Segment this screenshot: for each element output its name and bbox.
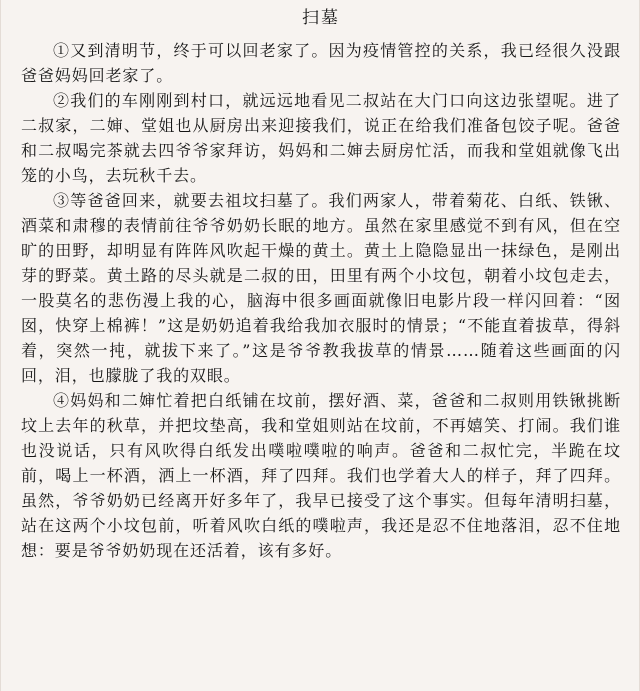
paragraph-2: ②我们的车刚刚到村口，就远远地看见二叔站在大门口向这边张望呢。进了二叔家，二婶、堂姐也从厨房出来迎接我们，说正在给我们准备包饺子呢。爸爸和二叔喝完茶就去四爷爷家拜访，妈妈和二婶去厨房忙活，而我和堂姐就像飞出笼的小鸟，去玩秋千去。 [21,91,621,185]
document-title: 扫墓 [302,8,340,28]
paragraph-4: ④妈妈和二婶忙着把白纸铺在坟前，摆好酒、菜，爸爸和二叔则用铁锹挑断坟上去年的秋草，并把坟垫高，我和堂姐则站在坟前，不再嬉笑、打闹。我们谁也没说话，只有风吹得白纸发出噗啦噗啦的响声。爸爸和二叔忙完，半跪在坟前，喝上一杯酒，洒上一杯酒，拜了四拜。我们也学着大人的样子，拜了四拜。虽然，爷爷奶奶已经离开好多年了，我早已接受了这个事实。但每年清明扫墓，站在这两个小坟包前，听着风吹白纸的噗啦声，我还是忍不住地落泪，忍不住地想：要是爷爷奶奶现在还活着，该有多好。 [21,391,621,560]
paragraph-1: ①又到清明节，终于可以回老家了。因为疫情管控的关系，我已经很久没跟爸爸妈妈回老家了。 [21,41,621,85]
document-body [21,38,621,563]
paragraph-3: ③等爸爸回来，就要去祖坟扫墓了。我们两家人，带着菊花、白纸、铁锹、酒菜和肃穆的表情前往爷爷奶奶长眠的地方。虽然在家里感觉不到有风，但在空旷的田野，却明显有阵阵风吹起干燥的黄土。黄土上隐隐显出一抹绿色，是刚出芽的野菜。黄土路的尽头就是二叔的田，田里有两个小坟包，朝着小坟包走去，一股莫名的悲伤漫上我的心，脑海中很多画面就像旧电影片段一样闪回着：“囡囡，快穿上棉裤！”这是奶奶追着我给我加衣服时的情景；“不能直着拔草，得斜着，突然一扽，就拔下来了。”这是爷爷教我拔草的情景……随着这些画面的闪回，泪，也朦胧了我的双眼。 [21,191,621,385]
